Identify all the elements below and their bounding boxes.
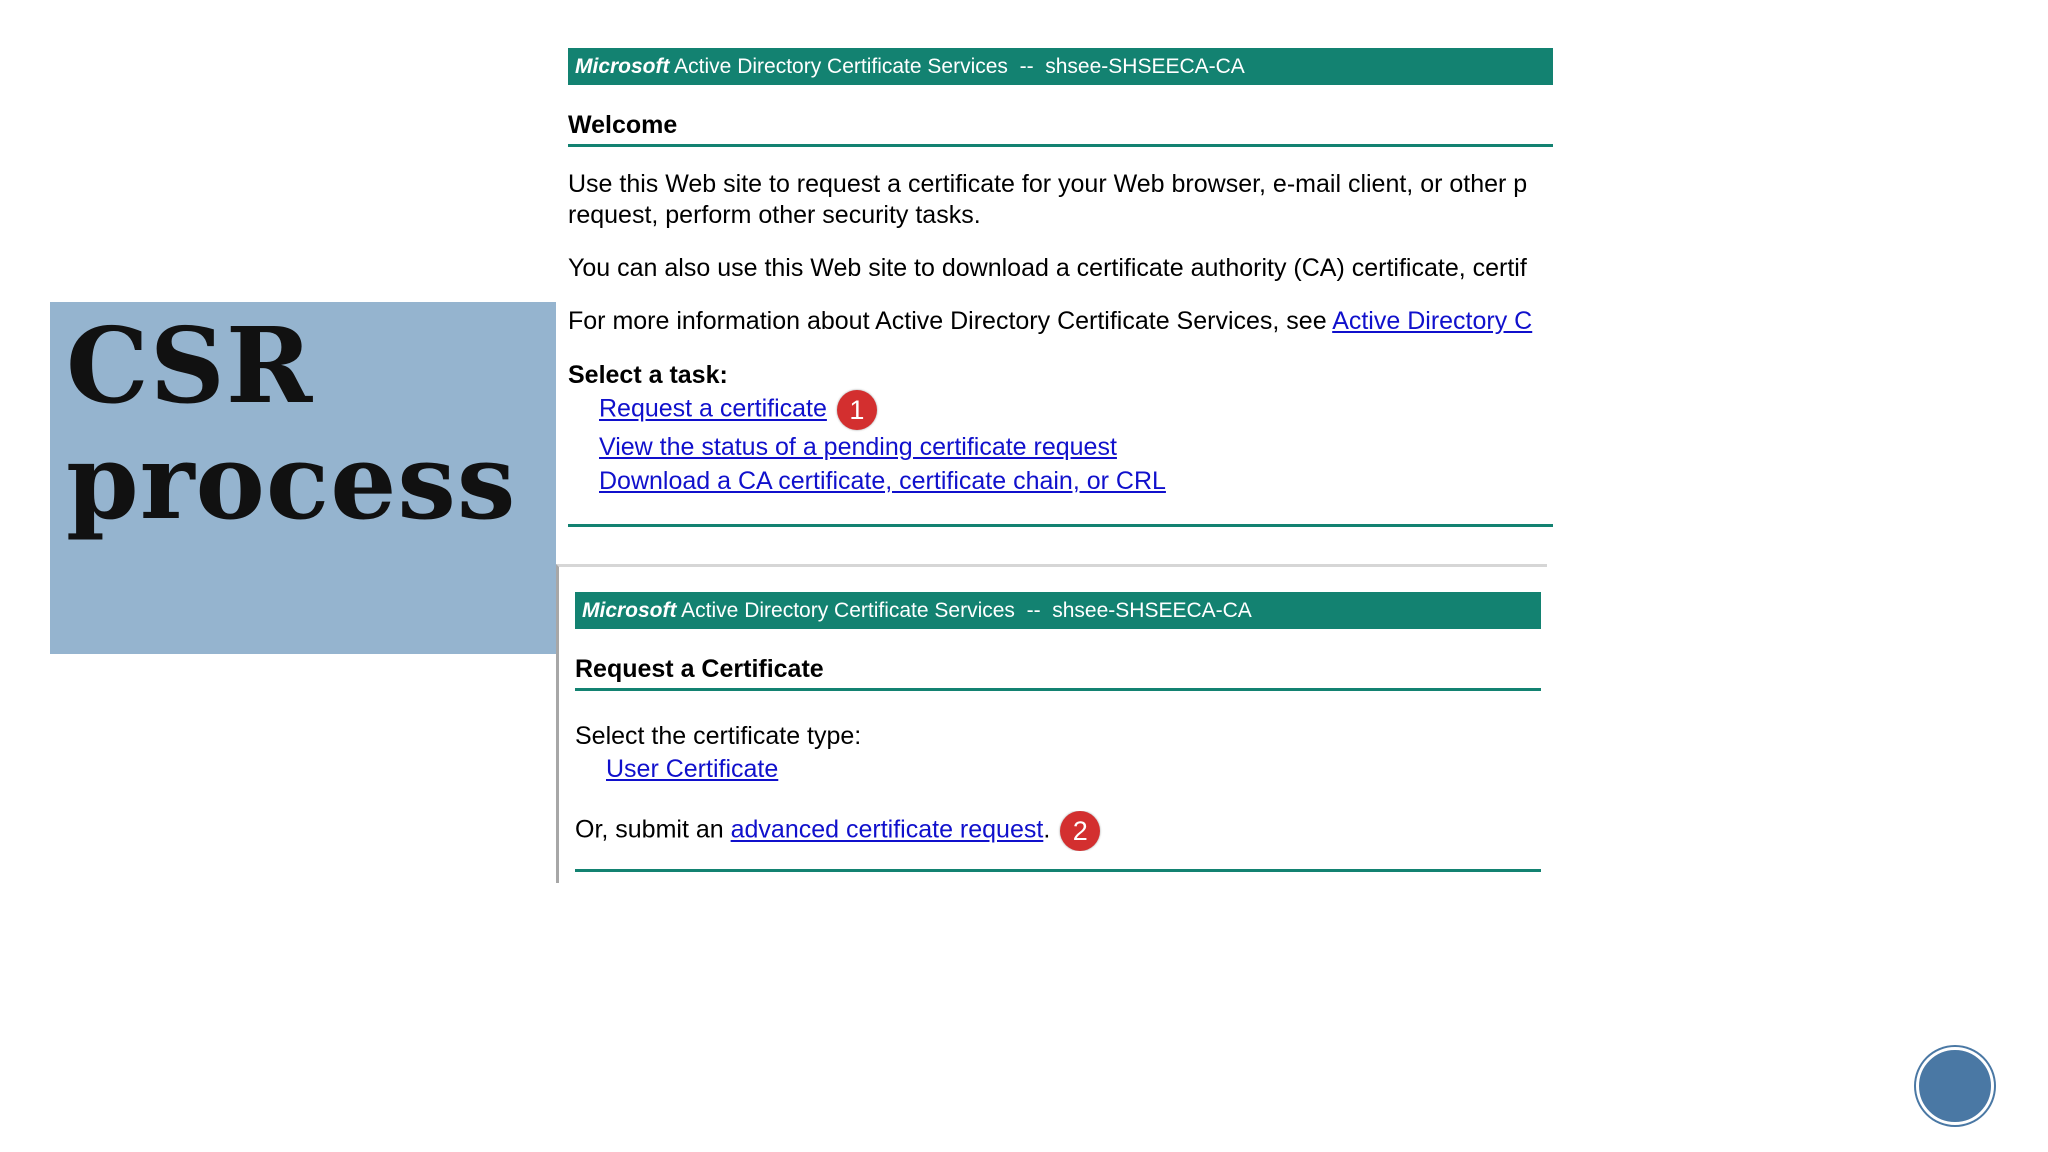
advanced-certificate-request-link[interactable]: advanced certificate request [730, 815, 1044, 844]
welcome-banner-text: Active Directory Certificate Services -- shsee-SHSEECA-CA [669, 55, 1245, 78]
slide-title [66, 304, 517, 543]
step-1-badge: 1 [837, 390, 877, 430]
slide-nav-button[interactable] [1916, 1047, 1994, 1125]
request-banner-text: Active Directory Certificate Services -- shsee-SHSEECA-CA [676, 599, 1252, 622]
step-2-badge: 2 [1060, 811, 1100, 851]
welcome-banner [568, 48, 1553, 85]
request-banner-brand: Microsoft [582, 599, 677, 622]
request-bottom-rule [575, 869, 1541, 872]
welcome-para-2: You can also use this Web site to download a certificate authority (CA) certificate, certif [568, 254, 1527, 282]
user-certificate-link[interactable]: User Certificate [606, 755, 779, 783]
welcome-bottom-rule [568, 524, 1553, 527]
welcome-para-3-text: For more information about Active Directory Certificate Services, see [568, 307, 1333, 335]
advanced-prefix: Or, submit an [575, 815, 731, 844]
request-banner [575, 592, 1541, 629]
request-page-screenshot [556, 564, 1547, 883]
welcome-para-3 [568, 306, 1553, 337]
user-certificate-row [575, 754, 1541, 785]
welcome-para-1: Use this Web site to request a certificate for your Web browser, e-mail client, or other p request, perform other security tasks. [568, 170, 1528, 229]
request-certificate-link[interactable]: Request a certificate [599, 394, 827, 423]
select-type-label: Select the certificate type: [575, 722, 862, 750]
slide-title-line1: CSR [66, 304, 314, 427]
advanced-suffix: . [1043, 815, 1051, 844]
view-pending-status-link[interactable]: View the status of a pending certificate request [599, 433, 1117, 461]
select-task-label: Select a task: [568, 361, 728, 389]
task-item-status [599, 430, 1553, 464]
task-item-download [599, 464, 1553, 498]
slide-title-line2: process [66, 420, 517, 543]
request-heading: Request a Certificate [575, 655, 1541, 691]
welcome-heading: Welcome [568, 111, 1553, 147]
welcome-page-screenshot [568, 48, 1553, 527]
task-item-request [599, 390, 1553, 430]
welcome-banner-brand: Microsoft [575, 55, 670, 78]
advanced-request-row [575, 811, 1541, 851]
download-ca-certificate-link[interactable]: Download a CA certificate, certificate chain, or CRL [599, 467, 1166, 495]
adcs-docs-link[interactable]: Active Directory C [1332, 307, 1533, 335]
task-list [599, 390, 1553, 498]
slide-title-box [50, 302, 556, 654]
